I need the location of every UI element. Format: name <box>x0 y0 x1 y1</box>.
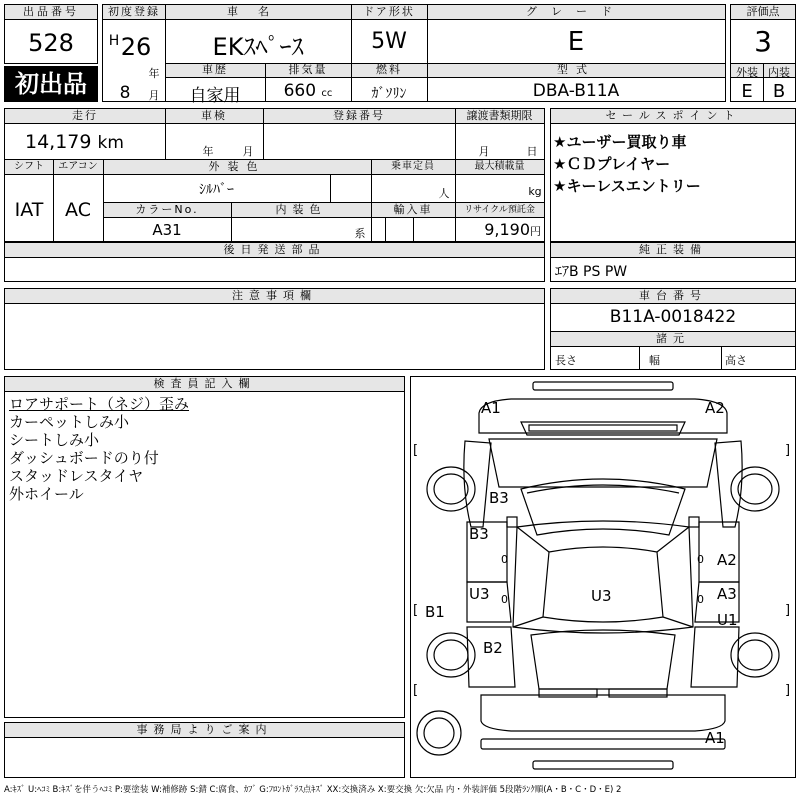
width-label: 幅 <box>649 354 660 367</box>
grade-value: E <box>567 27 585 57</box>
exterior-label: 外装 <box>736 66 758 79</box>
model-value: DBA-B11A <box>532 81 620 101</box>
mark-sill-left: B1 <box>425 603 445 621</box>
inspection-month-unit: 月 <box>242 145 254 158</box>
inspector-note: 外ホイール <box>9 485 84 503</box>
shift-label: シフト <box>14 161 44 172</box>
office-label: 事務局よりご案内 <box>136 723 273 736</box>
mark-fender-left: B3 <box>469 525 489 543</box>
int-color-unit: 系 <box>354 227 366 240</box>
load-unit: kg <box>528 185 542 198</box>
inspector-box <box>4 376 405 718</box>
fuel-label: 燃料 <box>376 63 402 76</box>
sales-points-label: セールスポイント <box>605 109 741 122</box>
fuel-value: ｶﾞｿﾘﾝ <box>371 86 407 102</box>
equipment-box <box>550 242 796 282</box>
mark-door-rear-right-u: U1 <box>717 611 738 629</box>
inspector-label: 検査員記入欄 <box>153 377 256 390</box>
mark-door-front-left: U3 <box>469 585 490 603</box>
load-label: 最大積載量 <box>474 161 525 172</box>
mileage-unit: km <box>97 133 124 153</box>
inspector-note: シートしみ小 <box>9 431 100 449</box>
car-name-label: 車名 <box>227 5 289 18</box>
header-table <box>102 4 726 106</box>
mark-front-right: A2 <box>705 399 725 417</box>
left-front-fender <box>464 441 491 527</box>
reg-no-label: 登録番号 <box>333 109 385 122</box>
transfer-month-unit: 月 <box>478 145 490 158</box>
model-label: 型式 <box>557 63 595 76</box>
inspection-label: 車検 <box>201 109 227 122</box>
door-label: ドア形状 <box>363 5 415 18</box>
cabin-outline <box>513 521 693 633</box>
mark-door-front-right: A2 <box>717 551 737 569</box>
lot-label: 出品番号 <box>5 5 97 20</box>
interior-label: 内装 <box>768 66 790 79</box>
lot-number: 528 <box>28 29 74 57</box>
details-table <box>4 108 545 242</box>
sales-points-box <box>550 108 796 242</box>
door-value: 5W <box>371 29 407 54</box>
recycle-number: 9,190 <box>484 220 530 239</box>
reg-label: 初度登録 <box>108 5 160 18</box>
mark-hood-left: B3 <box>489 489 509 507</box>
length-label: 長さ <box>555 354 577 367</box>
lot-cell <box>4 4 98 64</box>
spec-label: 諸元 <box>656 332 690 345</box>
mileage-label: 走行 <box>72 109 98 122</box>
reg-year: 26 <box>120 33 152 61</box>
month-unit: 月 <box>148 89 160 102</box>
later-parts-label: 後日発送部品 <box>223 243 326 256</box>
history-value: 自家用 <box>189 86 241 106</box>
shift-value: IAT <box>14 199 44 221</box>
import-label: 輸入車 <box>393 203 433 216</box>
bracket-open: [ <box>413 603 419 618</box>
first-listing-badge: 初出品 <box>4 66 98 102</box>
caution-label: 注意事項欄 <box>232 289 317 302</box>
recycle-label: リサイクル預託金 <box>464 205 535 215</box>
bracket-open: [ <box>413 683 419 698</box>
height-label: 高さ <box>725 354 747 367</box>
right-rear-quarter <box>691 627 739 687</box>
mark-rear-bumper: A1 <box>705 729 725 747</box>
bracket-close: ] <box>785 603 791 618</box>
rear-bumper-bar <box>481 739 725 749</box>
score-cell <box>730 4 796 102</box>
equipment-label: 純正装備 <box>639 243 707 256</box>
history-label: 車歴 <box>202 63 228 76</box>
score-value: 3 <box>754 25 772 58</box>
exterior-value: E <box>741 81 753 102</box>
transfer-day-unit: 日 <box>526 145 538 158</box>
ac-label: エアコン <box>58 161 98 172</box>
mileage-number: 14,179 <box>25 131 92 153</box>
left-rear-quarter <box>467 627 515 687</box>
front-bumper-bar <box>533 382 673 390</box>
capacity-label: 乗車定員 <box>391 161 435 172</box>
car-outline-svg <box>411 377 795 777</box>
chassis-label: 車台番号 <box>639 289 707 302</box>
car-diagram <box>410 376 796 778</box>
reg-month: 8 <box>119 83 131 103</box>
office-box <box>4 722 405 778</box>
front-bumper <box>479 399 727 433</box>
year-unit: 年 <box>148 67 160 80</box>
score-label: 評価点 <box>746 5 780 18</box>
later-parts-box <box>4 242 545 282</box>
interior-value: B <box>772 81 786 102</box>
recycle-unit: 円 <box>530 225 541 238</box>
grade-label: グレード <box>526 5 626 18</box>
capacity-unit: 人 <box>438 187 450 200</box>
ac-value: AC <box>65 199 91 221</box>
sales-point-item: ★ユーザー買取り車 <box>553 133 687 151</box>
transfer-label: 譲渡書類期限 <box>466 109 533 122</box>
legend: A:ｷｽﾞ U:ﾍｺﾐ B:ｷｽﾞを伴うﾍｺﾐ P:要塗装 W:補修跡 S:錆 C:腐食、ｶﾌﾞ G:ﾌﾛﾝﾄｶﾞﾗｽ点ｷｽﾞ XX:交換済み X:要交換 欠:欠品 内・外装評価 5段階ﾗﾝｸ順(A・B・C・D・E) 2 <box>4 785 622 795</box>
inspector-note: スタッドレスタイヤ <box>9 467 144 485</box>
zero-mark: 0 <box>501 593 508 606</box>
mark-roof: U3 <box>591 587 612 605</box>
mark-front-left: A1 <box>481 399 501 417</box>
zero-mark: 0 <box>697 553 704 566</box>
car-name: EKｽﾍﾟｰｽ <box>212 33 304 61</box>
int-color-label: 内装色 <box>275 203 327 216</box>
displacement-value <box>265 81 351 101</box>
inspector-note: カーペットしみ小 <box>9 413 130 431</box>
hood <box>489 439 717 487</box>
displacement-number: 660 <box>283 81 317 101</box>
zero-mark: 0 <box>501 553 508 566</box>
ext-color-label: 外装色 <box>208 160 266 173</box>
displacement-unit: cc <box>321 88 333 99</box>
inspector-note: ロアサポート（ネジ）歪み <box>9 395 190 413</box>
sales-point-item: ★ＣＤプレイヤー <box>553 155 671 173</box>
right-front-fender <box>715 441 742 527</box>
color-no-value: A31 <box>152 221 182 239</box>
equipment-value: ｴｱB PS PW <box>555 264 628 280</box>
sales-point-item: ★キーレスエントリー <box>553 177 701 195</box>
ext-color-value: ｼﾙﾊﾞｰ <box>199 182 234 198</box>
rear-bumper <box>481 695 725 731</box>
chassis-box <box>550 288 796 370</box>
caution-box <box>4 288 545 370</box>
displacement-label: 排気量 <box>288 63 328 76</box>
bracket-open: [ <box>413 443 419 458</box>
top-section <box>4 4 796 106</box>
inspection-year-unit: 年 <box>202 145 214 158</box>
roof <box>543 547 663 622</box>
bracket-close: ] <box>785 443 791 458</box>
zero-mark: 0 <box>697 593 704 606</box>
mileage-value <box>25 131 165 153</box>
chassis-number: B11A-0018422 <box>609 307 737 327</box>
color-no-label: カラーNo. <box>135 203 199 216</box>
mark-door-rear-left: B2 <box>483 639 503 657</box>
bracket-close: ] <box>785 683 791 698</box>
mark-door-rear-right-a: A3 <box>717 585 737 603</box>
era: H <box>108 33 120 49</box>
rear-hatch <box>531 630 675 689</box>
inspector-note: ダッシュボードのり付 <box>9 449 159 467</box>
recycle-value <box>455 220 544 239</box>
